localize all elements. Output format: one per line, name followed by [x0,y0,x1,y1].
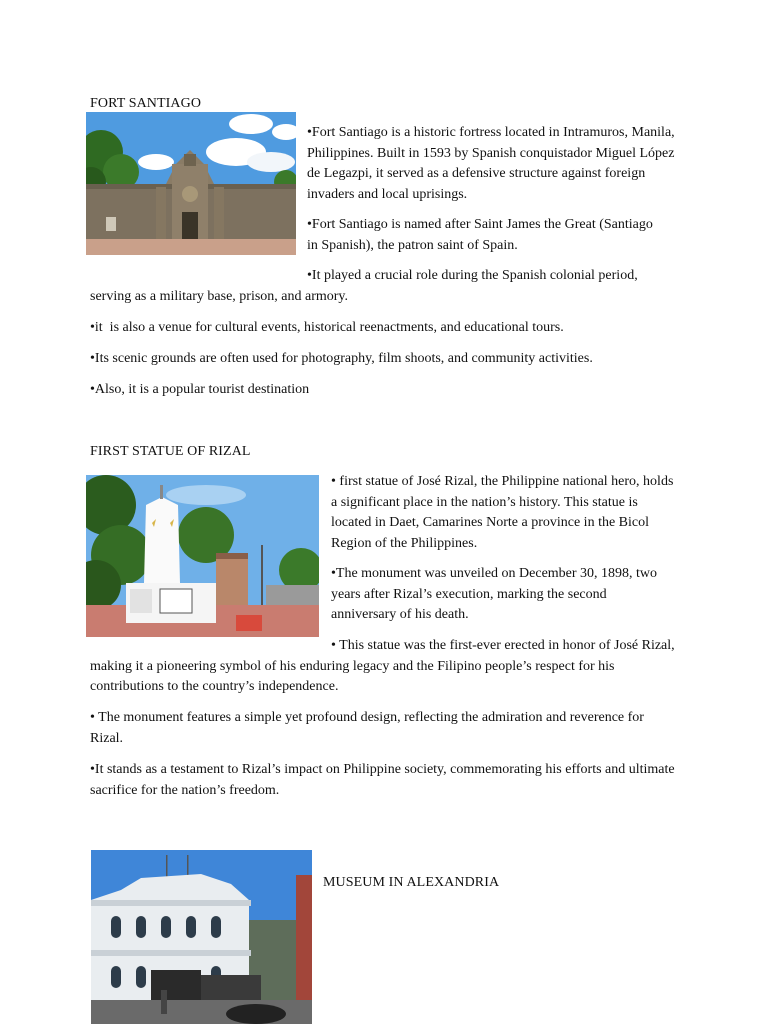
section-heading-fort-santiago: FORT SANTIAGO [90,96,202,111]
section-heading-rizal-statue: FIRST STATUE OF RIZAL [90,444,251,459]
rizal-paragraph-4: • The monument features a simple yet profound design, reflecting the admiration and reverence for Rizal. [90,710,644,746]
fort-paragraph-4: •it is also a venue for cultural events, historical reenactments, and educational tours. [90,320,564,335]
fort-santiago-photo [86,112,296,255]
rizal-paragraph-1: • first statue of José Rizal, the Philippine national hero, holds a significant place in the nation’s history. This statue is located in Daet, Camarines Norte a province in the Bicol Region of the Philippines. [331,474,674,551]
rizal-paragraph-5: •It stands as a testament to Rizal’s impact on Philippine society, commemorating his efforts and ultimate sacrifice for the nation’s freedom. [90,762,675,798]
alexandria-museum-photo [91,850,312,1024]
fort-paragraph-5: •Its scenic grounds are often used for photography, film shoots, and community activities. [90,351,593,366]
fort-paragraph-3: •It played a crucial role during the Spanish colonial period, serving as a military base, prison, and armory. [90,268,638,304]
rizal-statue-photo [86,475,319,637]
rizal-paragraph-2: •The monument was unveiled on December 30, 1898, two years after Rizal’s execution, marking the second anniversary of his death. [331,566,658,623]
fort-paragraph-6: •Also, it is a popular tourist destination [90,382,310,397]
rizal-paragraph-3: • This statue was the first-ever erected in honor of José Rizal, making it a pioneering symbol of his enduring legacy and the Filipino people’s respect for his contributions to the country’s independence. [90,638,675,695]
section-heading-alexandria-museum: MUSEUM IN ALEXANDRIA [323,875,500,890]
fort-paragraph-2: •Fort Santiago is named after Saint James the Great (Santiago in Spanish), the patron saint of Spain. [307,217,653,253]
fort-paragraph-1: •Fort Santiago is a historic fortress located in Intramuros, Manila, Philippines. Built in 1593 by Spanish conquistador Miguel López de Legazpi, it served as a defensive structure against foreign invaders and local uprisings. [307,125,675,202]
